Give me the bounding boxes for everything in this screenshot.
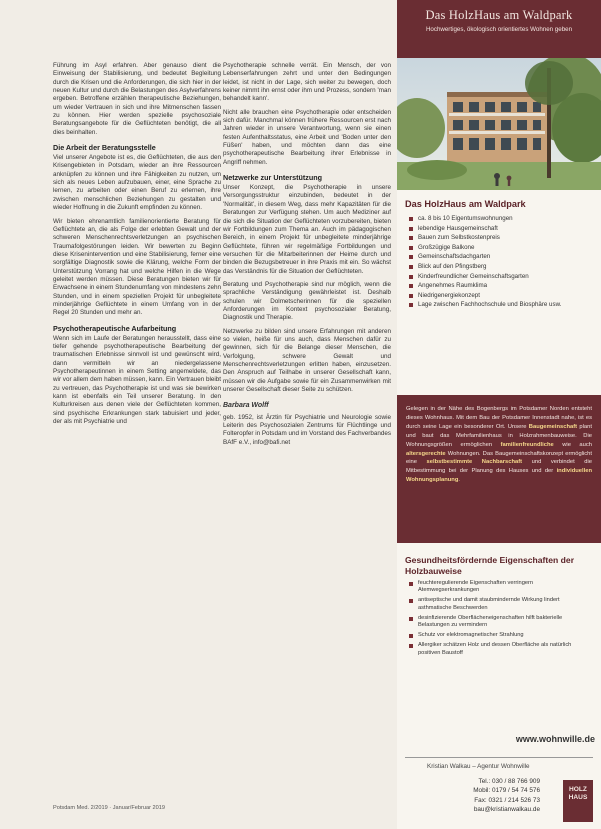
article-subheading: Psychotherapeutische Aufarbeitung <box>53 323 177 333</box>
article-subheading: Netzwerke zur Unterstützung <box>223 173 323 183</box>
ad-highlight: Baugemeinschaft <box>528 423 578 430</box>
contact-tel: Tel.: 030 / 88 766 909 <box>478 778 540 785</box>
health-list <box>409 580 591 660</box>
holzhaus-logo <box>563 780 593 822</box>
ad-text: Gelegen in der Nähe des Bogenbergs im Potsdamer Norden entsteht dieses Wohnhaus. Mit dem Bau der Potsdamer Innenstadt nahe, ist es durch seine Lage ein besonderer Ort. Unsere <box>406 406 592 430</box>
article-paragraph: Beratung und Psychotherapie sind nur möglich, wenn die sprachliche Verständigung gewährleistet ist. Deshalb schulen wir Dolmetscherinnen für die speziellen Anforderungen im Kontext psychosozialer Beratung, Diagnostik und Therapie. <box>223 280 391 322</box>
advertisement <box>397 0 601 829</box>
contact-name: Kristian Walkau – Agentur Wohnwille <box>427 763 530 770</box>
ad-text: Wohnungen. Das Baugemeinschaftskonzept ermöglicht eine <box>406 450 592 466</box>
list-item: Blick auf den Pfingstberg <box>409 262 589 272</box>
ad-highlight: familienfreundliche <box>500 441 554 448</box>
author-name: Barbara Wolff <box>223 402 269 410</box>
article-column-2 <box>223 62 391 447</box>
ad-website: www.wohnwille.de <box>515 734 595 744</box>
author-bio: geb. 1952, ist Ärztin für Psychiatrie und Neurologie sowie Leiterin des Psychosozialen Zentrums für Flüchtlinge und Folteropfer in Potsdam und im Vorstand des Fachverbandes BAfF e.V., info@bafi.net <box>223 413 392 446</box>
list-item: ca. 8 bis 10 Eigentumswohnungen <box>409 214 589 224</box>
article-paragraph: Netzwerke zu bilden sind unsere Erfahrungen mit anderen so vielen, heiße für uns auch, dass Menschen dafür zu gewinnen, sich für die Belange dieser Menschen, die Verfolgung, schwere Gewalt und Menschenrechtsverletzungen erlitten haben, einzusetzen. Den Anspruch auf Teilhabe in unserer Gesellschaft kann, müssen wir die Aufgabe sowie für ein Zusammenwirken mit unserer Gesellschaft dieser Seite zu schützen. <box>223 327 391 394</box>
page-footer: Potsdam Med. 2/2019 · Januar/Februar 2019 <box>53 805 165 811</box>
logo-text: HAUS <box>568 794 588 801</box>
article-paragraph: Unser Konzept, die Psychotherapie in unsere Versorgungsstruktur einzubinden, bedeutet in der 'Normalität', in diesem Weg, dass mehr Kapazitäten für die Beratungen zur Verfügung stehen. Um auch Mediziner auf die sich die Situation der Geflüchteten vorzubereiten, bieten wir Fortbildungen zum Thema an. Auch im pädagogischen Bereich, in einem Projekt für unbegleitete minderjährige Geflüchtete, führen wir regelmäßige Fortbildungen und versuchen für die Mitarbeiterinnen der Heime durch und binden die Bezugsbetreuer in ihre Praxis mit ein. So wächst das Verständnis für die Situation der Geflüchteten. <box>223 184 391 275</box>
contact-mobile: Mobil: 0179 / 54 74 576 <box>473 787 540 795</box>
ad-header-subtitle: Hochwertiges, ökologisch orientiertes Wohnen geben <box>425 26 573 33</box>
article-paragraph: Wenn sich im Laufe der Beratungen herausstellt, dass eine tiefer gehende psychotherapeutische Bearbeitung der traumatischen Erlebnisse sinnvoll ist und gewünscht wird, dann vermitteln wir an niedergelassene Psychotherapeutinnen in einem Setting angemeldete, das wir vor allem dem haben müssen, kann. Ein Vertrauen bleibt zu vertreuen, das Psychotherapie ist und was sie bewirken kann ist ebenfalls ein Teil unserer Beratung. In den Kulturkreisen aus denen viele der Geflüchteten kommen, sind psychische Erkrankungen stark tabuisiert und jeder, der als mit Psychiatrie und <box>53 334 222 426</box>
feature-list <box>409 214 589 310</box>
list-item: Allergiker schätzen Holz und dessen Oberfläche als natürlich positiven Baustoff <box>409 642 591 657</box>
article-paragraph: Führung im Asyl erfahren. Aber genauso dient die Einweisung der Stabilisierung, und bedeutet Begleitung durch die Krisen und die Anforderungen, die sich hier in der neuen Kultur und durch die Belastungen des Asylverfahrens ergeben. Betroffene erzählen therapeutische Beziehungen, um wieder Vertrauen in sich und ihre Mitmenschen fassen zu können. Hier werden spezielle psychosoziale Beratungsangebote für die Geflüchteten benötigt, die all dies beinhalten. <box>53 62 221 136</box>
building-rendering-image <box>397 58 601 190</box>
article-paragraph: Wir bieten ehrenamtlich familienorientierte Beratung für Geflüchtete an, die als Folge der erlebten Gewalt und der schweren Menschenrechtsverletzungen an psychischen Traumafolgestörungen leiden. Wir bewerten zu Beginn diese Krisenintervention und eine Stabilisierung, ferner eine sorgfältige Diagnostik sowie die Klärung, welche Form der Unterstützung Vorrang hat und welche Hilfen in die Wege geleitet werden müssen. Diese Beratungen bieten wir für Erwachsene in einem Stundenumfang von mindestens zehn Stunden, und in einem speziellen Projekt für unbegleitete minderjährige Geflüchtete in einem Umfang von in der Regel 20 Stunden und mehr an. <box>53 217 221 317</box>
article-column-1 <box>53 62 221 426</box>
list-item: feuchteregulierende Eigenschaften verringern Atemwegserkrankungen <box>409 580 591 595</box>
list-item: Großzügige Balkone <box>409 243 589 253</box>
contact-email: bau@kristianwalkau.de <box>473 806 540 814</box>
list-item: Schutz vor elektromagnetischer Strahlung <box>409 632 591 639</box>
ad-health-title: Gesundheitsfördernde Eigenschaften der Holzbauweise <box>405 555 575 576</box>
contact-fax: Fax: 0321 / 214 526 73 <box>474 796 540 804</box>
article-paragraph: Viel unserer Angebote ist es, die Geflüchteten, die aus den Krisengebieten in Potsdam, wieder an ihre Ressourcen anknüpfen zu können und ihre Fähigkeiten zu nutzen, um sich als neues Leben aufzubauen, einer, eine Sprache zu lernen, zu arbeiten oder einen Beruf zu erlernen, ihre zwischen menschlichen Beziehungen zu gestalten und wieder Hoffnung in die Zukunft empfinden zu können. <box>53 154 221 212</box>
ad-highlight: selbstbestimmte Nachbarschaft <box>426 459 523 466</box>
ad-highlight: individuellen Wohnungsplanung <box>406 468 592 484</box>
article-subheading: Die Arbeit der Beratungsstelle <box>53 143 156 153</box>
ad-text: . <box>458 477 461 484</box>
ad-title: Das HolzHaus am Waldpark <box>405 199 526 209</box>
list-item: Kinderfreundlicher Gemeinschaftsgarten <box>409 272 589 282</box>
article-paragraph: Psychotherapie schnelle verrät. Ein Mensch, der von Lebenserfahrungen zehrt und unter den Bedingungen leidet, ist nicht in der Lage, sich weiter zu bewegen, doch keiner nimmt ihn ernst oder ihm und Prozess, sondern 'man behandelt kann'. <box>223 62 391 103</box>
ad-highlight: altersgerechte <box>406 450 446 457</box>
list-item: Niedrigenergiekonzept <box>409 291 589 301</box>
list-item: Bauen zum Selbstkostenpreis <box>409 233 589 243</box>
list-item: lebendige Hausgemeinschaft <box>409 224 589 234</box>
building-illustration <box>397 58 601 190</box>
ad-text: wie auch <box>553 441 592 448</box>
list-item: antiseptische und damit staubmindernde Wirkung lindert asthmatische Beschwerden <box>409 597 591 612</box>
logo-text: HOLZ <box>569 786 587 793</box>
ad-description-box <box>397 395 601 543</box>
list-item: desinfizierende Oberflächeneigenschaften hilft bakterielle Belastungen zu vermindern <box>409 615 591 630</box>
ad-header <box>397 0 601 58</box>
ad-text: plant und baut das Mehrfamilienhaus in Holzrahmenbauweise. Die Wohnungsgrößen ermöglichen <box>406 423 592 448</box>
list-item: Angenehmes Raumklima <box>409 281 589 291</box>
list-item: Gemeinschaftsdachgarten <box>409 252 589 262</box>
contact-details <box>434 777 540 815</box>
ad-text: und verbindet die Mitbestimmung bei der Planung des Hauses und der <box>406 459 592 475</box>
ad-header-title: Das HolzHaus am Waldpark <box>425 8 573 22</box>
divider <box>405 757 593 758</box>
list-item: Lage zwischen Fachhochschule und Biosphäre usw. <box>409 300 589 310</box>
article-paragraph: Nicht alle brauchen eine Psychotherapie oder entscheiden sich dafür. Manchmal können frühere Ressourcen erst nach Jahren wieder in unsere Verantwortung, wenn sie einen festen Aufenthaltsstatus, eine Arbeit und 'Boden unter den Füßen' haben, und möchten dann das eine psychotherapeutische Bearbeitung ihrer Erlebnisse in Angriff nehmen. <box>223 108 391 166</box>
